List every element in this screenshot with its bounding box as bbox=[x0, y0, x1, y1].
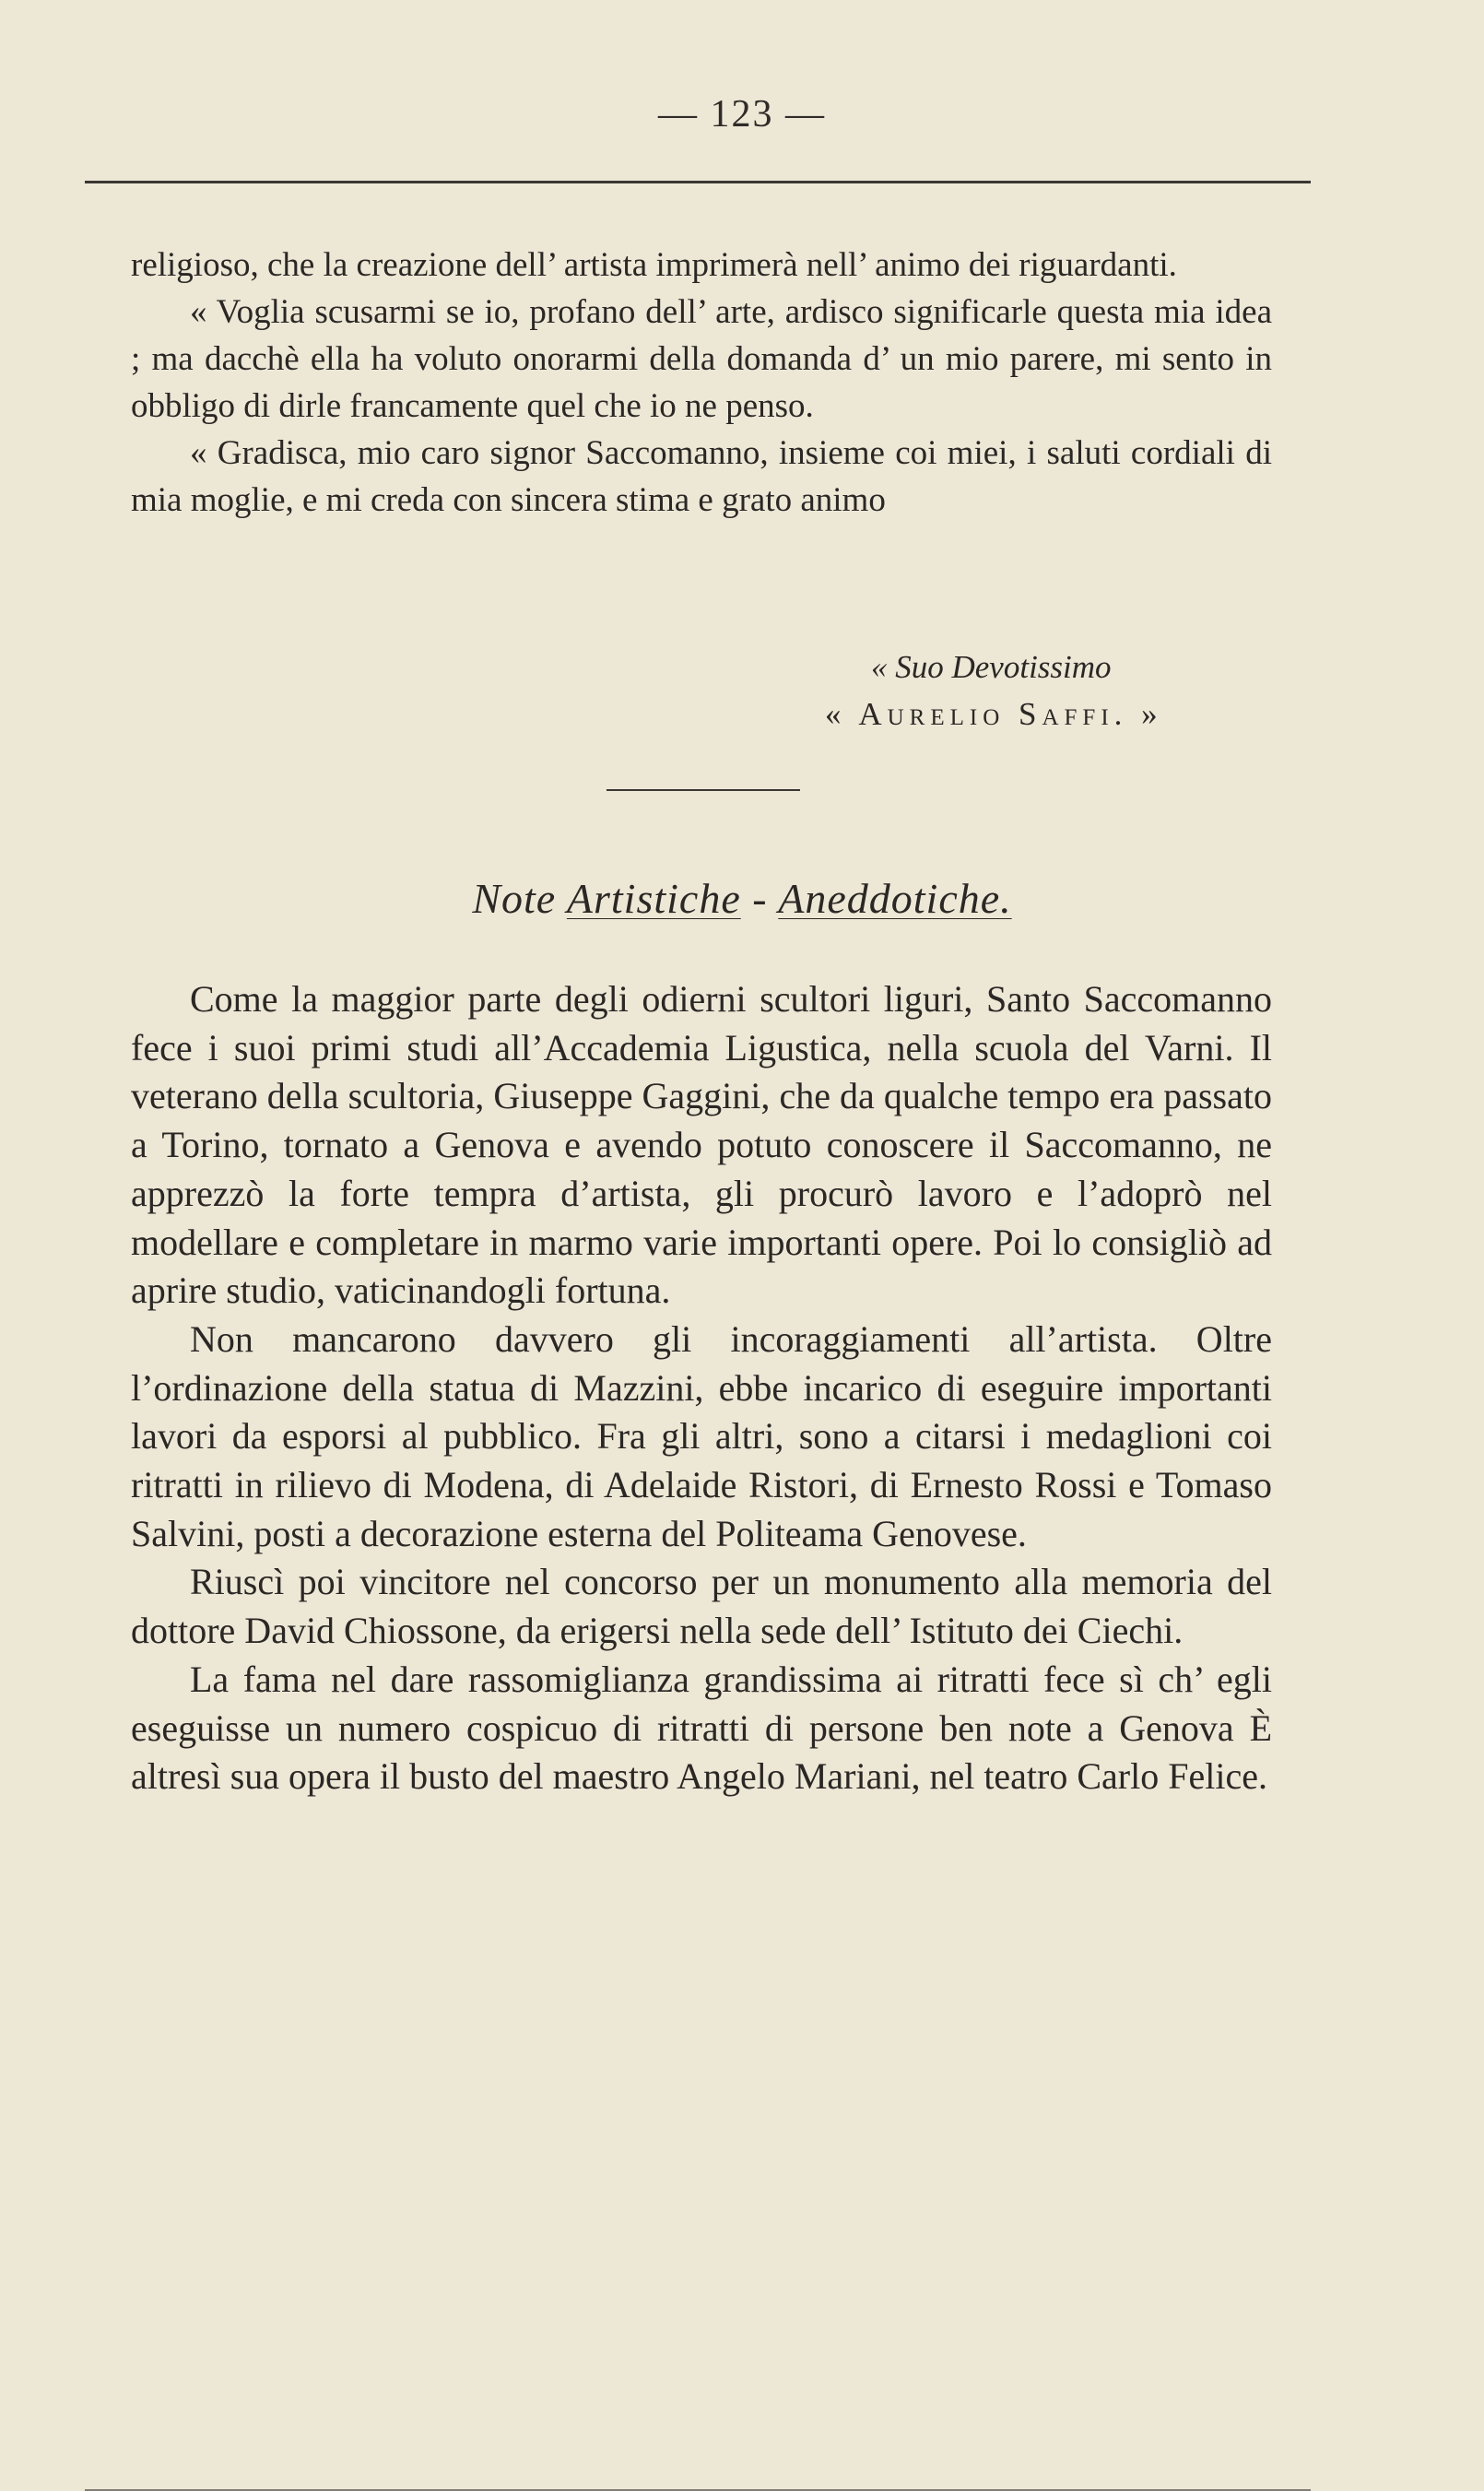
body-paragraph: Riuscì poi vincitore nel concorso per un monumento alla memoria del dottore David Chiossone, da erigersi nella sede dell’ Istituto dei Ciechi. bbox=[131, 1561, 1272, 1652]
section-title-part: Artistiche bbox=[566, 875, 741, 922]
letter-paragraph: « Voglia scusarmi se io, profano dell’ arte, ardisco significarle questa mia idea ; ma dacchè ella ha voluto onorarmi della domanda d’ un mio parere, mi sento in obbligo di dirle francamente quel che io ne penso. bbox=[131, 293, 1272, 425]
top-rule bbox=[85, 181, 1311, 183]
page-number: — 123 — bbox=[658, 93, 826, 136]
body-paragraph: Non mancarono davvero gli incoraggiamenti all’artista. Oltre l’ordinazione della statua di Mazzini, ebbe incarico di eseguire importanti lavori da esporsi al pubblico. Fra gli altri, sono a citarsi i medaglioni coi ritratti in rilievo di Modena, di Adelaide Ristori, di Ernesto Rossi e Tomaso Salvini, posti a decorazione esterna del Politeama Genovese. bbox=[131, 1317, 1272, 1554]
body-paragraph: La fama nel dare rassomiglianza grandissima ai ritratti fece sì ch’ egli eseguisse un numero cospicuo di ritratti di persone ben note a Genova È altresì sua opera il busto del maestro Angelo Mariani, nel teatro Carlo Felice. bbox=[131, 1658, 1272, 1798]
letter-paragraph: religioso, che la creazione dell’ artista imprimerà nell’ animo dei riguardanti. bbox=[131, 246, 1177, 284]
body-paragraph: Come la maggior parte degli odierni scultori liguri, Santo Saccomanno fece i suoi primi studi all’Accademia Ligustica, nella scuola del Varni. Il veterano della scultoria, Giuseppe Gaggini, che da qualche tempo era passato a Torino, tornato a Genova e avendo potuto conoscere il Saccomanno, ne apprezzò la forte tempra d’artista, gli procurò lavoro e l’adoprò nel modellare e completare in marmo varie importanti opere. Poi lo consigliò ad aprire studio, vaticinandogli fortuna. bbox=[131, 978, 1272, 1312]
section-title-part: Note bbox=[472, 875, 557, 922]
letter-signature: « Aurelio Saffi. » bbox=[825, 696, 1163, 732]
letter-closing: « Suo Devotissimo bbox=[871, 649, 1112, 685]
letter-text bbox=[131, 242, 1272, 524]
section-title-part: Aneddotiche. bbox=[778, 875, 1012, 922]
letter-paragraph: « Gradisca, mio caro signor Saccomanno, insieme coi miei, i saluti cordiali di mia moglie, e mi creda con sincera stima e grato animo bbox=[131, 434, 1272, 519]
section-title-separator: - bbox=[740, 875, 779, 922]
section-separator bbox=[607, 789, 800, 791]
body-text bbox=[131, 975, 1272, 1801]
section-title bbox=[0, 874, 1484, 923]
